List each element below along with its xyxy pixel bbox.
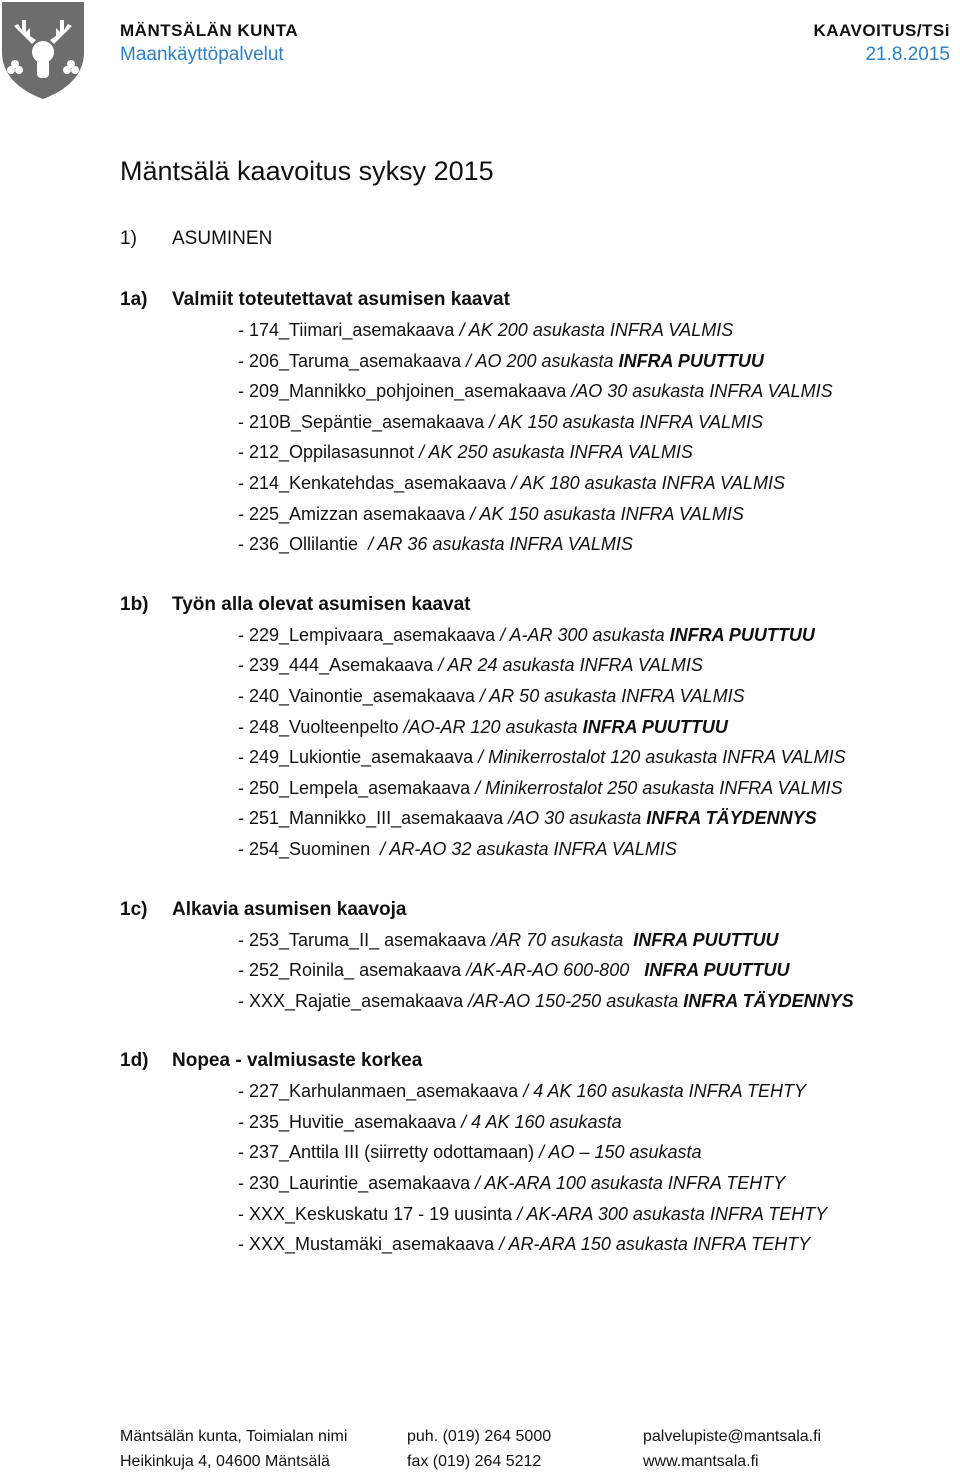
list-item [238, 1229, 940, 1260]
infra-status: INFRA TEHTY [683, 1081, 806, 1102]
plan-list [238, 315, 940, 560]
plan-name: - 209_Mannikko_pohjoinen_asemakaava [238, 381, 567, 402]
plan-description: / A-AR 300 asukasta [495, 624, 665, 645]
infra-status: INFRA PUUTTUU [613, 350, 764, 371]
list-item [238, 925, 940, 956]
plan-name: - 225_Amizzan asemakaava [238, 503, 466, 524]
footer-website[interactable]: www.mantsala.fi [643, 1453, 759, 1470]
list-item [238, 346, 940, 377]
section-label: Valmiit toteutettavat asumisen kaavat [172, 289, 510, 310]
plan-description: / AK 200 asukasta [454, 320, 605, 340]
plan-description: / Minikerrostalot 120 asukasta [473, 747, 718, 768]
infra-status: INFRA VALMIS [656, 472, 786, 493]
infra-status: INFRA TEHTY [704, 1203, 828, 1224]
plan-description: / AK 180 asukasta [506, 472, 657, 493]
list-item [238, 468, 940, 499]
list-item [238, 620, 940, 651]
section-label: Nopea - valmiusaste korkea [172, 1050, 423, 1072]
plan-description: / AR-AO 32 asukasta [370, 838, 549, 859]
section-number: 1c) [120, 898, 148, 920]
section-heading [120, 895, 940, 925]
plan-description: / AR 36 asukasta [358, 534, 505, 555]
document-code: KAAVOITUS/TSi [813, 21, 950, 40]
plan-description: / AR 50 asukasta [474, 685, 617, 706]
plan-description: / AO – 150 asukasta [534, 1142, 702, 1163]
section-label: Työn alla olevat asumisen kaavat [172, 593, 471, 615]
list-item [238, 1107, 940, 1138]
section-number: 1b) [120, 593, 149, 615]
infra-status: INFRA VALMIS [548, 838, 677, 859]
list-item [238, 681, 940, 712]
plan-description: / AK 150 asukasta [465, 503, 616, 524]
list-item [238, 315, 940, 346]
list-item [238, 803, 940, 834]
list-item [238, 499, 940, 530]
infra-status: INFRA TEHTY [662, 1173, 786, 1194]
list-item [238, 742, 940, 773]
list-item [238, 1076, 940, 1107]
plan-description: /AR 70 asukasta [486, 929, 624, 950]
plan-name: - XXX_Rajatie_asemakaava [238, 990, 464, 1011]
plan-description: / AK-ARA 300 asukasta [512, 1203, 705, 1224]
list-item [238, 376, 940, 407]
infra-status: INFRA PUUTTUU [577, 716, 728, 737]
list-item [238, 529, 940, 560]
footer-fax: fax (019) 264 5212 [407, 1453, 542, 1470]
plan-name: - 249_Lukiontie_asemakaava [238, 747, 474, 768]
plan-name: - 230_Laurintie_asemakaava [238, 1173, 471, 1194]
plan-description: /AO-AR 120 asukasta [398, 716, 578, 737]
plan-description: /AR-AO 150-250 asukasta [463, 990, 679, 1011]
infra-status: INFRA VALMIS [616, 685, 745, 706]
plan-name: - 174_Tiimari_asemakaava [238, 320, 455, 340]
list-item [238, 437, 940, 468]
section-heading [120, 1046, 940, 1076]
infra-status: INFRA VALMIS [717, 747, 846, 768]
list-item [238, 650, 940, 681]
plan-name: - 214_Kenkatehdas_asemakaava [238, 472, 507, 493]
plan-name: - 210B_Sepäntie_asemakaava [238, 411, 485, 432]
organization-name: MÄNTSÄLÄN KUNTA [120, 21, 299, 40]
department-name: Maankäyttöpalvelut [120, 44, 284, 65]
plan-name: - 251_Mannikko_III_asemakaava [238, 808, 504, 829]
list-item [238, 1199, 940, 1230]
plan-name: - 237_Anttila III (siirretty odottamaan) [238, 1142, 535, 1163]
plan-description: / 4 AK 160 asukasta [518, 1081, 684, 1102]
plan-name: - 229_Lempivaara_asemakaava [238, 624, 496, 645]
infra-status: INFRA PUUTTUU [664, 624, 815, 645]
header-right [813, 20, 950, 68]
plan-name: - 250_Lempela_asemakaava [238, 777, 471, 798]
plan-list [238, 925, 940, 1017]
list-item [238, 773, 940, 804]
list-item [238, 712, 940, 743]
section-heading [120, 285, 940, 315]
section-list [120, 285, 940, 1260]
infra-status: INFRA PUUTTUU [629, 960, 790, 981]
page-title: Mäntsälä kaavoitus syksy 2015 [120, 156, 494, 186]
infra-status: INFRA VALMIS [604, 320, 734, 340]
infra-status: INFRA VALMIS [574, 655, 703, 676]
plan-description: / AR 24 asukasta [433, 655, 575, 676]
plan-name: - 239_444_Asemakaava [238, 655, 434, 676]
plan-description: / AR-ARA 150 asukasta [494, 1234, 688, 1255]
plan-name: - 248_Vuolteenpelto [238, 716, 399, 737]
list-item [238, 407, 940, 438]
section-label: Alkavia asumisen kaavoja [172, 898, 407, 920]
list-item [238, 1168, 940, 1199]
plan-description: / AK 250 asukasta [414, 442, 565, 463]
coat-of-arms-icon [0, 0, 86, 100]
main-section-heading [120, 224, 940, 254]
section-number: 1d) [120, 1050, 149, 1072]
footer-email[interactable]: palvelupiste@mantsala.fi [643, 1428, 822, 1445]
plan-description: / 4 AK 160 asukasta [456, 1111, 622, 1132]
infra-status: INFRA VALMIS [504, 534, 633, 555]
main-section-label: ASUMINEN [172, 228, 273, 249]
plan-description: / AK 150 asukasta [484, 411, 635, 432]
infra-status: INFRA TÄYDENNYS [641, 808, 817, 829]
plan-name: - 235_Huvitie_asemakaava [238, 1111, 457, 1132]
section-1a [120, 285, 940, 560]
plan-description: / AO 200 asukasta [461, 350, 614, 371]
footer-phone: puh. (019) 264 5000 [407, 1428, 552, 1445]
plan-description: / AK-ARA 100 asukasta [470, 1173, 663, 1194]
plan-name: - 227_Karhulanmaen_asemakaava [238, 1081, 519, 1102]
plan-name: - 206_Taruma_asemakaava [238, 350, 462, 371]
infra-status: INFRA VALMIS [704, 381, 833, 402]
plan-name: - 254_Suominen [238, 838, 371, 859]
plan-name: - 212_Oppilasasunnot [238, 442, 415, 463]
section-1c [120, 895, 940, 1017]
header-left [120, 20, 298, 68]
document-body [120, 224, 940, 1260]
list-item [238, 1137, 940, 1168]
list-item [238, 834, 940, 865]
main-section-number: 1) [120, 228, 137, 249]
infra-status: INFRA TEHTY [687, 1234, 811, 1255]
section-number: 1a) [120, 289, 148, 310]
plan-list [238, 1076, 940, 1260]
plan-name: - 253_Taruma_II_ asemakaava [238, 929, 487, 950]
footer-address-name: Mäntsälän kunta, Toimialan nimi [120, 1428, 348, 1445]
plan-name: - 252_Roinila_ asemakaava [238, 960, 462, 981]
list-item [238, 986, 940, 1017]
section-heading [120, 590, 940, 620]
section-1d [120, 1046, 940, 1260]
plan-name: - XXX_Mustamäki_asemakaava [238, 1234, 495, 1255]
infra-status: INFRA PUUTTUU [623, 929, 779, 950]
plan-description: / Minikerrostalot 250 asukasta [470, 777, 715, 798]
infra-status: INFRA TÄYDENNYS [678, 990, 854, 1011]
section-1b [120, 590, 940, 865]
plan-name: - 236_Ollilantie [238, 534, 359, 555]
list-item [238, 955, 940, 986]
plan-description: /AO 30 asukasta [566, 381, 705, 402]
plan-list [238, 620, 940, 865]
document-date: 21.8.2015 [865, 44, 950, 65]
footer-street-address: Heikinkuja 4, 04600 Mäntsälä [120, 1453, 330, 1470]
plan-name: - XXX_Keskuskatu 17 - 19 uusinta [238, 1203, 513, 1224]
plan-description: /AK-AR-AO 600-800 [461, 960, 630, 981]
plan-description: /AO 30 asukasta [503, 808, 642, 829]
infra-status: INFRA VALMIS [615, 503, 744, 524]
infra-status: INFRA VALMIS [714, 777, 843, 798]
plan-name: - 240_Vainontie_asemakaava [238, 685, 475, 706]
municipality-logo [0, 0, 86, 100]
infra-status: INFRA VALMIS [564, 442, 693, 463]
infra-status: INFRA VALMIS [634, 411, 763, 432]
